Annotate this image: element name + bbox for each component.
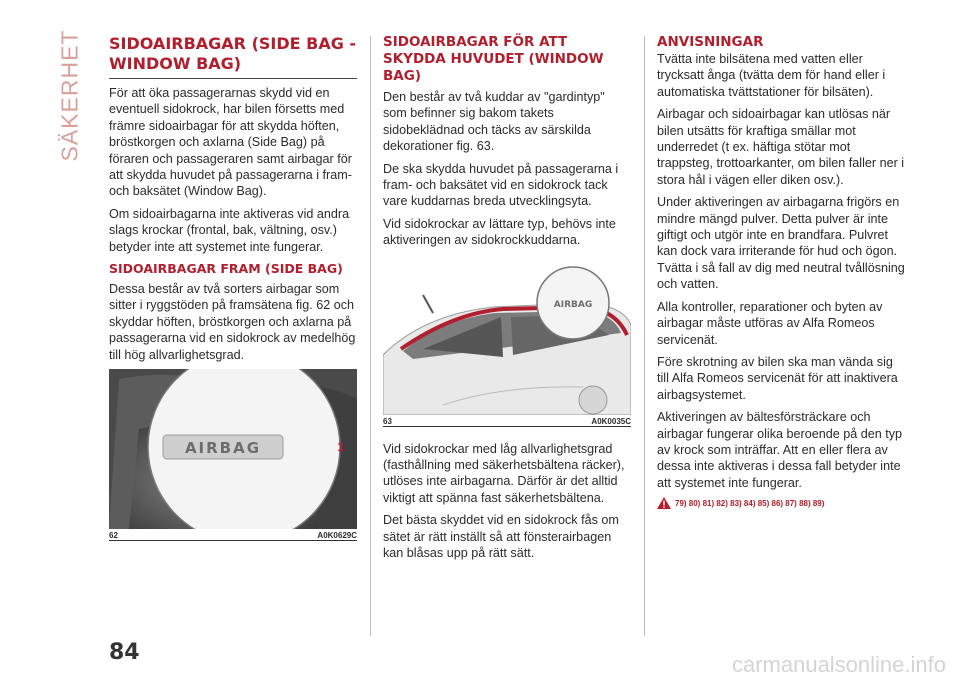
page-number: 84: [109, 640, 140, 665]
airbag-label: AIRBAG: [553, 299, 593, 310]
section-title-side-bag: SIDOAIRBAGAR (SIDE BAG - WINDOW BAG): [109, 34, 357, 73]
figure-number: 62: [109, 531, 118, 541]
figure-caption: [383, 417, 631, 426]
paragraph: Före skrotning av bilen ska man vända sig till Alfa Romeos servicenät för att inaktivera airbagsystemet.: [657, 354, 898, 402]
section-title-instructions: ANVISNINGAR: [657, 34, 764, 50]
paragraph: Tvätta inte bilsätena med vatten eller trycksatt ånga (tvätta dem för hand eller i automatiska tvättstationer för bilsäten).: [657, 52, 886, 99]
paragraph: Airbagar och sidoairbagar kan utlösas när bilen utsätts för kraftiga smällar mot underredet (t ex. häftiga stötar mot trappsteg, trottoarkanter, om bilen faller ner i stora hål i vägen eller diken osv.).: [657, 107, 905, 187]
warning-references: [657, 497, 907, 509]
paragraph: Under aktiveringen av airbagarna frigörs en mindre mängd pulver. Detta pulver är inte giftigt och utgör inte en brandfara. Pulvret kan dock vara irriterande för hud och ögon. Tvätta i så fall av dig med neutral tvållösning och vatten.: [657, 195, 905, 292]
paragraph: Det bästa skyddet vid en sidokrock fås om sätet är rätt inställt så att fönsterairbagen kan blåsas upp på rätt sätt.: [383, 513, 619, 561]
title-rule: [109, 78, 357, 79]
warning-reference-numbers: 79) 80) 81) 82) 83) 84) 85) 86) 87) 88) 89): [675, 498, 825, 508]
subtitle-front-side-bag: SIDOAIRBAGAR FRAM (SIDE BAG): [109, 261, 343, 277]
figure-code: A0K0035C: [591, 416, 631, 426]
column-3: [657, 34, 907, 509]
column-divider: [644, 36, 645, 636]
paragraph: Den består av två kuddar av "gardintyp" som befinner sig bakom takets sidobeklädnad och täcks av särskilda dekorationer fig. 63.: [383, 90, 605, 154]
figure-62: [109, 369, 357, 541]
watermark: carmanualsonline.info: [731, 652, 946, 677]
paragraph: Vid sidokrockar av lättare typ, behövs inte aktiveringen av sidokrockkuddarna.: [383, 216, 616, 248]
svg-text:1: 1: [337, 441, 345, 455]
seat-airbag-photo: [109, 369, 357, 529]
paragraph: Om sidoairbagarna inte aktiveras vid andra slags krockar (frontal, bak, vältning, osv.) betyder inte att systemet inte fungerar.: [109, 206, 350, 254]
column-1: [109, 34, 357, 541]
car-window-bag-photo: [383, 255, 631, 415]
paragraph: Aktiveringen av bältesförsträckare och airbagar fungerar olika beroende på den typ av krock som inträffar. Att en eller flera av dessa inte aktiveras i dessa fall betyder inte att systemet inte fungerar.: [657, 410, 903, 490]
section-title-window-bag: SIDOAIRBAGAR FÖR ATT SKYDDA HUVUDET (WINDOW BAG): [383, 34, 604, 84]
paragraph: De ska skydda huvudet på passagerarna i fram- och baksätet vid en sidokrock tack vare kuddarnas breda utvecklingsyta.: [383, 161, 619, 209]
paragraph: För att öka passagerarnas skydd vid en eventuell sidokrock, har bilen försetts med främre sidoairbagar för att skydda höften, bröstkorgen och axlarna (Side Bag) på föraren och passageraren samt airbagar för att skydda huvudet på passagerarna i fram- och baksätet (Window Bag).: [109, 86, 352, 199]
paragraph: Vid sidokrockar med låg allvarlighetsgrad (fasthållning med säkerhetsbältena räcker), utlöses inte airbagarna. Därför är det alltid viktigt att spänna fast säkerhetsbältena.: [383, 441, 625, 505]
figure-code: A0K0629C: [317, 531, 357, 541]
figure-63: [383, 255, 631, 427]
airbag-label: AIRBAG: [184, 439, 262, 458]
column-divider: [370, 36, 371, 636]
figure-number: 63: [383, 416, 392, 426]
paragraph: Dessa består av två sorters airbagar som sitter i ryggstöden på framsätena fig. 62 och skyddar höften, bröstkorgen och axlarna på passagerarna vid en sidokrock av medelhög till hög allvarlighetsgrad.: [109, 282, 356, 362]
warning-triangle-icon: [657, 497, 671, 509]
paragraph: Alla kontroller, reparationer och byten av airbagar måste utföras av Alfa Romeos servicenät.: [657, 299, 883, 347]
figure-caption: [109, 531, 357, 540]
section-side-tab-label: SÄKERHET: [56, 29, 83, 162]
section-side-tab: [56, 29, 83, 162]
column-2: [383, 34, 631, 568]
